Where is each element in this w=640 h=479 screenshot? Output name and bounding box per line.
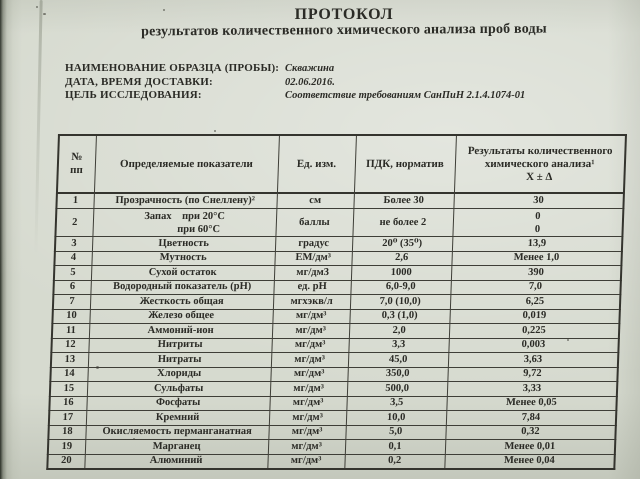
table-row [49,411,617,426]
header-result: Результаты количественного химического анализа¹ Х ± Δ [454,135,626,193]
cell-result: Менее 0,05 [446,396,617,411]
cell-num: 16 [49,396,87,411]
cell-indicator: Фосфаты [86,396,270,411]
table-row [52,309,620,324]
cell-result: 0 0 [452,209,623,237]
cell-num: 18 [48,425,86,440]
cell-indicator: Аммоний-ион [89,324,273,339]
sample-name-value: Скважина [285,63,335,74]
cell-result: 0,32 [445,425,616,440]
cell-limit: Более 30 [353,193,454,209]
table-row [47,454,615,469]
table-row [51,338,619,353]
cell-num: 15 [50,382,88,397]
cell-unit: баллы [275,209,353,237]
table-row [48,425,616,440]
table-row [55,209,623,237]
document-title: ПРОТОКОЛ [294,6,394,23]
cell-num: 13 [51,353,89,368]
cell-num: 17 [49,411,87,426]
cell-result: Менее 1,0 [451,251,622,266]
cell-unit: мг/дм³ [272,324,350,339]
table-row [54,251,622,266]
cell-num: 5 [54,266,92,281]
cell-unit: мг/дм³ [267,454,345,469]
cell-result: 0,225 [449,324,620,339]
cell-indicator: Сульфаты [87,382,271,397]
header-unit: Ед. изм. [277,135,356,193]
cell-limit: 45,0 [348,353,449,368]
purpose-value: Соответствие требованиям СанПиН 2.1.4.1074-01 [285,90,526,101]
cell-limit: 20⁰ (35⁰) [352,237,453,252]
table-header-row [57,135,626,193]
cell-result: 9,72 [447,367,618,382]
table-row [56,193,624,209]
cell-limit: 6,0-9,0 [350,280,451,295]
sample-info-block [65,62,605,103]
cell-indicator: Марганец [85,440,269,455]
cell-unit: см [276,193,354,209]
cell-num: 4 [54,251,92,266]
cell-limit: 2,6 [351,251,452,266]
cell-indicator: Окисляемость перманганатная [85,425,269,440]
cell-unit: мг/дм³ [268,440,346,455]
cell-unit: мгхэкв/л [273,295,351,310]
table-row [53,295,621,310]
analysis-table-wrap [46,134,625,470]
cell-unit: градус [275,237,353,252]
cell-limit: не более 2 [352,209,453,237]
paper-speck [36,6,38,8]
cell-indicator: Хлориды [87,367,271,382]
cell-limit: 3,3 [348,338,449,353]
cell-limit: 0,1 [345,440,446,455]
cell-unit: мг/дм3 [274,266,352,281]
cell-indicator: Сухой остаток [91,266,275,281]
cell-indicator: Водородный показатель (рН) [90,280,274,295]
cell-limit: 0,2 [344,454,445,469]
cell-num: 1 [56,193,94,209]
cell-num: 14 [50,367,88,382]
cell-unit: мг/дм³ [268,425,346,440]
analysis-table [46,134,627,470]
cell-num: 6 [53,280,91,295]
purpose-label: ЦЕЛЬ ИССЛЕДОВАНИЯ: [65,89,202,101]
cell-indicator: Нитриты [88,338,272,353]
table-row [50,382,618,397]
cell-result: 390 [451,266,622,281]
cell-result: 3,33 [447,382,618,397]
cell-unit: мг/дм³ [270,367,348,382]
cell-num: 7 [53,295,91,310]
info-row-sample-name [65,62,605,76]
cell-limit: 2,0 [349,324,450,339]
table-row [51,353,619,368]
document-subtitle: результатов количественного химического анализа проб воды [141,21,547,40]
cell-limit: 500,0 [347,382,448,397]
cell-indicator: Нитраты [88,353,272,368]
info-row-purpose [65,89,605,103]
cell-num: 12 [51,338,89,353]
cell-limit: 7,0 (10,0) [350,295,451,310]
cell-unit: мг/дм³ [269,396,347,411]
table-row [50,367,618,382]
cell-limit: 350,0 [347,367,448,382]
cell-num: 20 [47,454,85,469]
cell-indicator: Кремний [86,411,270,426]
cell-indicator: Железо общее [89,309,273,324]
table-row [49,396,617,411]
cell-result: 13,9 [452,237,623,252]
cell-indicator: Жесткость общая [90,295,274,310]
cell-result: 6,25 [450,295,621,310]
cell-indicator: Мутность [91,251,275,266]
cell-limit: 5,0 [345,425,446,440]
cell-result: Менее 0,04 [444,454,615,469]
cell-unit: мг/дм³ [271,338,349,353]
cell-unit: ЕМ/дм³ [274,251,352,266]
cell-num: 19 [48,440,86,455]
cell-limit: 3,5 [346,396,447,411]
cell-limit: 10,0 [346,411,447,426]
cell-indicator: Цветность [92,237,276,252]
cell-unit: мг/дм³ [271,353,349,368]
cell-result: 7,0 [450,280,621,295]
info-row-delivery-date [65,76,605,90]
sample-name-label: НАИМЕНОВАНИЕ ОБРАЗЦА (ПРОБЫ): [65,62,280,74]
cell-num: 3 [55,237,93,252]
paper-crease [34,0,42,255]
table-row [48,440,616,455]
paper-speck [43,13,46,15]
table-row [54,266,622,281]
cell-num: 11 [52,324,90,339]
delivery-date-value: 02.06.2016. [285,76,335,88]
cell-limit: 0,3 (1,0) [349,309,450,324]
cell-result: 7,84 [446,411,617,426]
delivery-date-label: ДАТА, ВРЕМЯ ДОСТАВКИ: [65,75,213,88]
table-row [53,280,621,295]
header-num: № пп [57,135,96,193]
cell-unit: мг/дм³ [270,382,348,397]
cell-indicator: Алюминий [84,454,268,469]
cell-num: 2 [55,209,93,237]
header-limit: ПДК, норматив [354,135,456,193]
cell-indicator: Запах при 20°С при 60°С [92,209,276,237]
paper-speck [214,130,216,132]
cell-unit: мг/дм³ [269,411,347,426]
cell-unit: ед. рН [273,280,351,295]
cell-limit: 1000 [351,266,452,281]
table-row [52,324,620,339]
cell-result: 3,63 [448,353,619,368]
cell-indicator: Прозрачность (по Снеллену)² [93,193,277,209]
cell-result: Менее 0,01 [445,440,616,455]
cell-num: 10 [52,309,90,324]
cell-result: 0,019 [449,309,620,324]
cell-result: 30 [453,193,624,209]
header-indicator: Определяемые показатели [94,135,279,193]
cell-unit: мг/дм³ [272,309,350,324]
table-row [55,237,623,252]
cell-result: 0,003 [448,338,619,353]
